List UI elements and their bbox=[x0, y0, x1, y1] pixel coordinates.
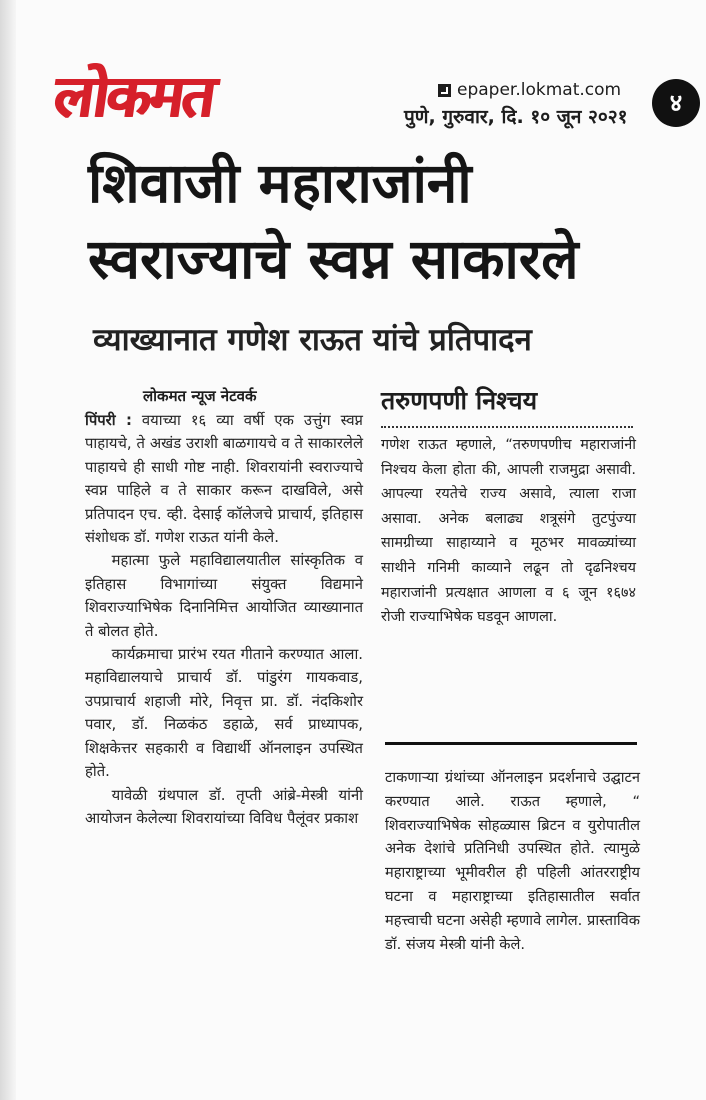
article-paragraph-4: यावेळी ग्रंथपाल डॉ. तृप्ती आंब्रे-मेस्त्री यांनी आयोजन केलेल्या शिवरायांच्या विविध पैलूंवर प्रकाश bbox=[85, 786, 363, 827]
scan-edge-shadow bbox=[0, 0, 16, 1100]
epaper-url: epaper.lokmat.com bbox=[457, 80, 622, 100]
news-network-byline: लोकमत न्यूज नेटवर्क bbox=[143, 387, 257, 405]
section-subhead: तरुणपणी निश्चय bbox=[381, 386, 538, 415]
column-divider bbox=[385, 742, 637, 745]
external-link-icon bbox=[438, 84, 451, 97]
epaper-link[interactable] bbox=[438, 78, 638, 102]
lokmat-logo: लोकमत bbox=[49, 62, 218, 130]
continued-paragraph: टाकणाऱ्या ग्रंथांच्या ऑनलाइन प्रदर्शनाचे उद्घाटन करण्यात आले. राऊत म्हणाले, “ शिवराज्याभिषेक सोहळ्यास ब्रिटन व युरोपातील अनेक देशांचे प्रतिनिधी उपस्थित होते. त्यामुळे महाराष्ट्राच्या भूमीवरील ही पहिली आंतरराष्ट्रीय घटना व महाराष्ट्राच्या इतिहासातील सर्वात महत्त्वाची घटना असेही म्हणावे लागेल. प्रास्ताविक डॉ. संजय मेस्त्री यांनी केले. bbox=[385, 769, 640, 953]
subhead-dotted-divider bbox=[381, 426, 633, 428]
publication-dateline: पुणे, गुरुवार, दि. १० जून २०२१ bbox=[404, 106, 628, 128]
article-subheadline: व्याख्यानात गणेश राऊत यांचे प्रतिपादन bbox=[93, 322, 532, 358]
article-paragraph-3: कार्यक्रमाचा प्रारंभ रयत गीताने करण्यात आला. महाविद्यालयाचे प्राचार्य डॉ. पांडुरंग गायकवाड, उपप्राचार्य शहाजी मोरे, निवृत्त प्रा. डॉ. नंदकिशोर पवार, डॉ. निळकंठ डहाळे, सर्व प्राध्यापक, शिक्षकेत्तर सहकारी व विद्यार्थी ऑनलाइन उपस्थित होते. bbox=[85, 646, 363, 781]
page-number-badge: ४ bbox=[652, 79, 700, 127]
sidebar-paragraph: गणेश राऊत म्हणाले, “तरुणपणीच महाराजांनी निश्चय केला होता की, आपली राजमुद्रा असावी. आपल्या रयतेचे राज्य असावे, त्याला राजा असावा. अनेक बलाढ्य शत्रूसंगे तुटपुंज्या सामग्रीच्या साहाय्याने व मूठभर मावळ्यांच्या साथीने गनिमी काव्याने लढून तो दृढनिश्चय महाराजांनी प्रत्यक्षात आणला व ६ जून १६७४ रोजी राज्याभिषेक घडवून आणला. bbox=[381, 437, 636, 626]
left-article-column bbox=[85, 409, 363, 1079]
story-dateline: पिंपरी : bbox=[85, 412, 132, 429]
article-paragraph-2: महात्मा फुले महाविद्यालयातील सांस्कृतिक व इतिहास विभागांच्या संयुक्त विद्यमाने शिवराज्याभिषेक दिनानिमित्त आयोजित व्याख्यानात ते बोलत होते. bbox=[85, 552, 363, 640]
article-paragraph-1 bbox=[85, 409, 363, 549]
paragraph-1-text: वयाच्या १६ व्या वर्षी एक उत्तुंग स्वप्न पाहायचे, ते अखंड उराशी बाळगायचे व ते साकारलेले पाहायचे ही साधी गोष्ट नाही. शिवरायांनी स्वराज्याचे स्वप्न पाहिले व ते साकार करून दाखविले, असे प्रतिपादन एच. व्ही. देसाई कॉलेजचे प्राचार्य, इतिहास संशोधक डॉ. गणेश राऊत यांनी केले. bbox=[85, 412, 363, 547]
headline-line-1: शिवाजी महाराजांनी bbox=[88, 151, 472, 215]
headline-line-2: स्वराज्याचे स्वप्न साकारले bbox=[88, 227, 579, 291]
article-headline bbox=[88, 145, 648, 305]
